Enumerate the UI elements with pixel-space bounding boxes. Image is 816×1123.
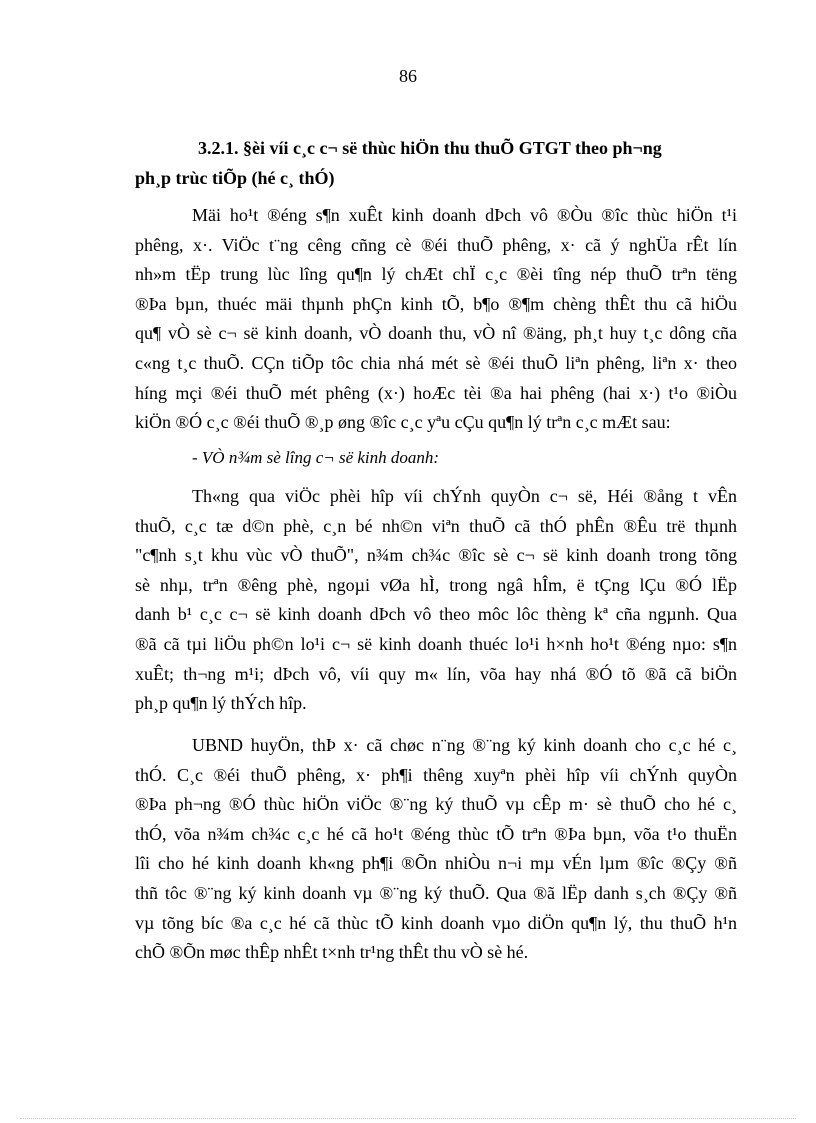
page-bottom-divider bbox=[20, 1118, 796, 1119]
paragraph-line: lîi cho hé kinh doanh kh«ng ph¶i ®Õn nhiÒu n¬i mµ vÉn lµm ®îc ®Çy ®ñ bbox=[135, 853, 737, 874]
paragraph-line: kiÖn ®Ó c¸c ®éi thuÕ ®¸p øng ®îc c¸c yªu cÇu qu¶n lý trªn c¸c mÆt sau: bbox=[135, 412, 671, 433]
paragraph-line: ®Þa bµn, thuéc mäi thµnh phÇn kinh tÕ, b¶o ®¶m chèng thÊt thu cã hiÖu bbox=[135, 293, 737, 314]
paragraph-line: thÓ. C¸c ®éi thuÕ phêng, x· ph¶i thêng xuyªn phèi hîp víi chÝnh quyÒn bbox=[135, 764, 737, 785]
paragraph-line: c«ng t¸c thuÕ. CÇn tiÕp tôc chia nhá mét sè ®éi thuÕ liªn phêng, liªn x· theo bbox=[135, 352, 737, 373]
paragraph-line: Th«ng qua viÖc phèi hîp víi chÝnh quyÒn c¬ së, Héi ®ång t vÊn bbox=[192, 486, 737, 506]
paragraph-line: qu¶ vÒ sè c¬ së kinh doanh, vÒ doanh thu, vÒ nî ®äng, ph¸t huy t¸c dông cña bbox=[135, 323, 737, 344]
section-heading-line-2: ph¸p trùc tiÕp (hé c¸ thÓ) bbox=[135, 168, 335, 188]
paragraph-line: thuÕ, c¸c tæ d©n phè, c¸n bé nh©n viªn thuÕ cã thÓ phÊn ®Êu trë thµnh bbox=[135, 515, 737, 536]
paragraph-line: Mäi ho¹t ®éng s¶n xuÊt kinh doanh dÞch vô ®Òu ®îc thùc hiÖn t¹i bbox=[192, 205, 737, 225]
paragraph-line: "c¶nh s¸t khu vùc vÒ thuÕ", n¾m ch¾c ®îc sè c¬ së kinh doanh trong tõng bbox=[135, 545, 737, 566]
paragraph-line: UBND huyÖn, thÞ x· cã chøc n¨ng ®¨ng ký kinh doanh cho c¸c hé c¸ bbox=[192, 735, 737, 755]
paragraph-line: phêng, x·. ViÖc t¨ng cêng cñng cè ®éi thuÕ phêng, x· cã ý nghÜa rÊt lín bbox=[135, 234, 737, 255]
paragraph-2 bbox=[135, 482, 737, 719]
paragraph-line: ®Þa ph¬ng ®Ó thùc hiÖn viÖc ®¨ng ký thuÕ vµ cÊp m· sè thuÕ cho hé c¸ bbox=[135, 794, 737, 815]
paragraph-3 bbox=[135, 731, 737, 968]
page-number: 86 bbox=[399, 66, 417, 86]
section-heading-line-1: 3.2.1. §èi víi c¸c c¬ së thùc hiÖn thu thuÕ GTGT theo ph¬ng bbox=[198, 138, 662, 158]
paragraph-line: híng mçi ®éi thuÕ mét phêng (x·) hoÆc tèi ®a hai phêng (hai x·) t¹o ®iÒu bbox=[135, 382, 737, 403]
section-heading bbox=[135, 133, 735, 193]
paragraph-line: xuÊt; th¬ng m¹i; dÞch vô, víi quy m« lín, võa hay nhá ®Ó tõ ®ã cã biÖn bbox=[135, 663, 737, 684]
paragraph-line: nh»m tËp trung lùc lîng qu¶n lý chÆt chÏ c¸c ®èi tîng nép thuÕ trªn tëng bbox=[135, 264, 737, 285]
paragraph-line: vµ tõng bíc ®a c¸c hé cã thùc tÕ kinh doanh vµo diÖn qu¶n lý, thu thuÕ h¹n bbox=[135, 912, 737, 933]
paragraph-line: thñ tôc ®¨ng ký kinh doanh vµ ®¨ng ký thuÕ. Qua ®ã lËp danh s¸ch ®Çy ®ñ bbox=[135, 882, 737, 903]
paragraph-line: ®ã cã tµi liÖu ph©n lo¹i c¬ së kinh doanh thuéc lo¹i h×nh ho¹t ®éng nµo: s¶n bbox=[135, 633, 737, 654]
paragraph-line: sè nhµ, trªn ®êng phè, ngoµi vØa hÌ, trong ngâ hÎm, ë tÇng lÇu ®Ó lËp bbox=[135, 574, 737, 595]
paragraph-line: thÓ, võa n¾m ch¾c c¸c hé cã ho¹t ®éng thùc tÕ trªn ®Þa bµn, võa t¹o thuËn bbox=[135, 823, 737, 844]
paragraph-line: ph¸p qu¶n lý thÝch hîp. bbox=[135, 693, 307, 714]
paragraph-1 bbox=[135, 201, 737, 438]
subheading: - VÒ n¾m sè lîng c¬ së kinh doanh: bbox=[192, 448, 440, 467]
paragraph-line: chÕ ®Õn møc thÊp nhÊt t×nh tr¹ng thÊt thu vÒ sè hé. bbox=[135, 942, 529, 963]
paragraph-line: danh b¹ c¸c c¬ së kinh doanh dÞch vô theo môc lôc thèng kª cña ngµnh. Qua bbox=[135, 604, 737, 625]
